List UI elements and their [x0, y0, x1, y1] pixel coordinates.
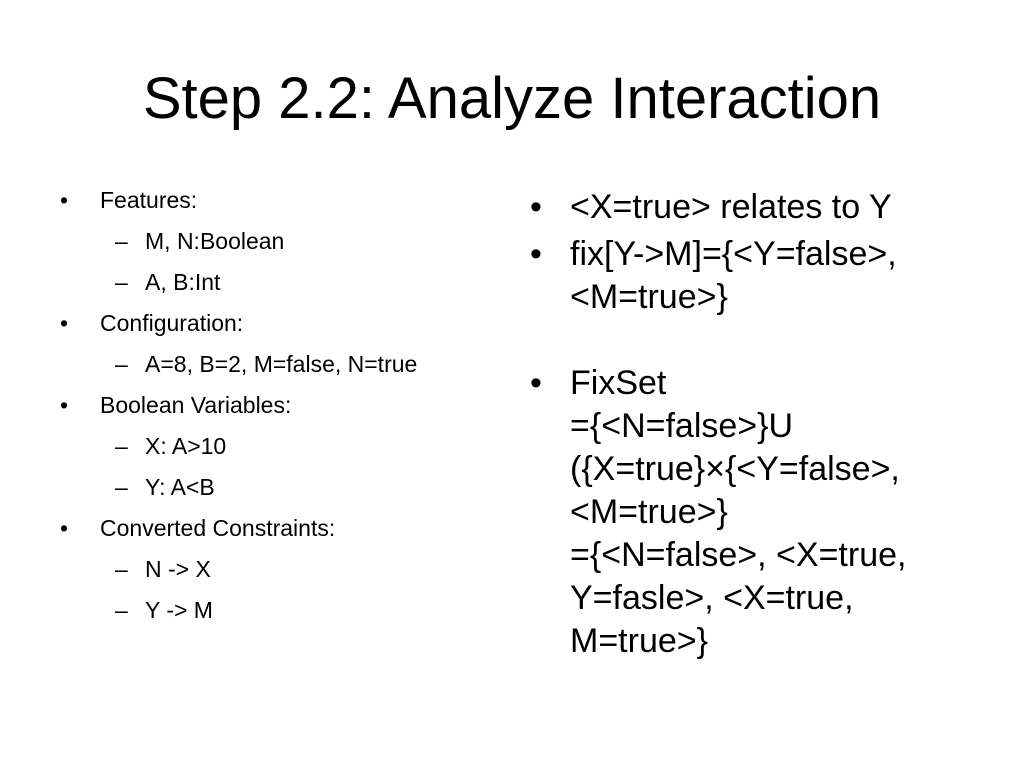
bullet-icon: •	[530, 235, 542, 273]
slide-title: Step 2.2: Analyze Interaction	[142, 66, 882, 131]
list-item	[60, 186, 510, 227]
list-item-text: M, N:Boolean	[145, 228, 285, 254]
list-item	[60, 432, 510, 473]
dash-icon: –	[115, 433, 128, 459]
list-item-text: Configuration:	[100, 310, 244, 336]
list-item-text: ({X=true}×{<Y=false>,	[570, 450, 900, 488]
list-item	[60, 514, 510, 555]
list-item	[60, 268, 510, 309]
list-item-text: X: A>10	[145, 433, 227, 459]
bullet-icon: •	[60, 187, 69, 213]
list-item-text: M=true>}	[570, 622, 708, 660]
dash-icon: –	[115, 269, 128, 295]
bullet-icon: •	[60, 392, 69, 418]
list-item-text: N -> X	[145, 556, 211, 582]
bullet-icon: •	[530, 364, 542, 402]
list-item	[60, 596, 510, 637]
list-item-text: A=8, B=2, M=false, N=true	[145, 351, 418, 377]
list-item-text: ={<N=false>}U	[570, 407, 794, 445]
list-item-text: Features:	[100, 187, 198, 213]
list-item-text: <M=true>}	[570, 278, 728, 316]
list-item	[60, 473, 510, 514]
list-item	[60, 227, 510, 268]
right-bullet-list	[530, 186, 1000, 663]
left-bullet-list	[60, 186, 510, 637]
list-item	[530, 233, 1000, 319]
list-item	[60, 309, 510, 350]
list-item-text: ={<N=false>, <X=true,	[570, 536, 907, 574]
list-item	[60, 350, 510, 391]
list-item	[530, 362, 1000, 663]
list-item	[530, 186, 1000, 229]
list-item	[60, 555, 510, 596]
dash-icon: –	[115, 351, 128, 377]
dash-icon: –	[115, 228, 128, 254]
dash-icon: –	[115, 597, 128, 623]
list-item-text: fix[Y->M]={<Y=false>,	[570, 235, 897, 273]
bullet-icon: •	[60, 310, 69, 336]
list-item-text: Y -> M	[145, 597, 213, 623]
list-item-text: Boolean Variables:	[100, 392, 292, 418]
list-item-text: FixSet	[570, 364, 667, 402]
bullet-icon: •	[60, 515, 69, 541]
bullet-icon: •	[530, 188, 542, 226]
list-item-text: Y=fasle>, <X=true,	[570, 579, 854, 617]
list-item-text: Y: A<B	[145, 474, 215, 500]
list-item	[60, 391, 510, 432]
dash-icon: –	[115, 556, 128, 582]
list-item-text: Converted Constraints:	[100, 515, 336, 541]
dash-icon: –	[115, 474, 128, 500]
list-item-text: A, B:Int	[145, 269, 221, 295]
list-item-text: <X=true> relates to Y	[570, 188, 892, 226]
list-item-text: <M=true>}	[570, 493, 728, 531]
